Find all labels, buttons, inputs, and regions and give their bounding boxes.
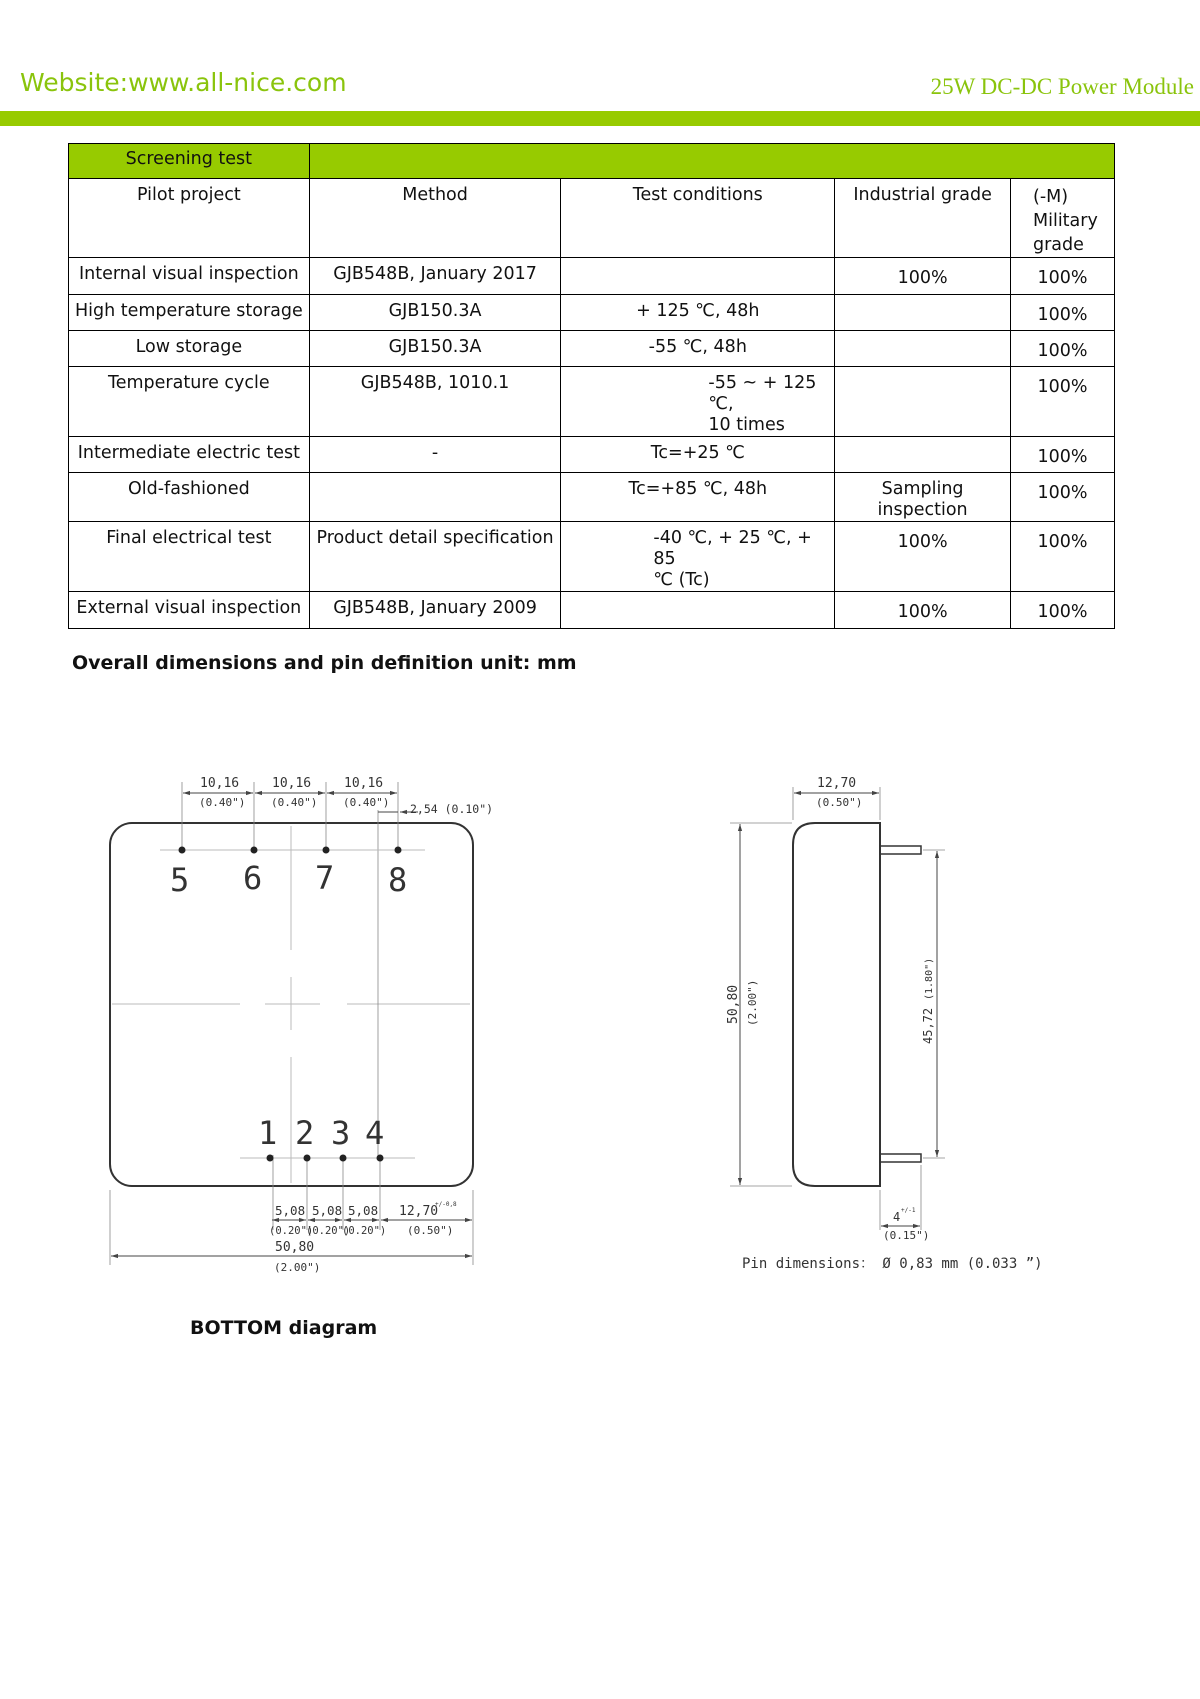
table-cell-military: 100%	[1011, 295, 1115, 331]
dim-label: (0.20")	[306, 1225, 351, 1237]
table-cell-method: -	[309, 437, 561, 473]
table-cell-method: GJB548B, 1010.1	[309, 367, 561, 437]
table-cell-military: 100%	[1011, 437, 1115, 473]
pin-side	[880, 1154, 921, 1162]
table-cell-conditions	[561, 258, 835, 295]
pin-label: 1	[258, 1114, 278, 1152]
table-cell-industrial	[835, 295, 1011, 331]
table-cell-project: Intermediate electric test	[69, 437, 310, 473]
table-cell-method: Product detail specification	[309, 522, 561, 592]
module-side-outline	[793, 823, 880, 1186]
dim-label: (0.50")	[816, 796, 863, 809]
bottom-diagram-caption: BOTTOM diagram	[190, 1317, 378, 1339]
column-header: Method	[309, 179, 561, 258]
dim-tolerance: +/-1	[901, 1207, 916, 1214]
table-cell-military: 100%	[1011, 522, 1115, 592]
table-cell-project: Final electrical test	[69, 522, 310, 592]
pin-label: 2	[295, 1114, 315, 1152]
table-title-row	[69, 144, 1115, 179]
dim-label: 10,16	[272, 776, 312, 791]
pin-label: 8	[388, 861, 408, 899]
column-header: (-M) Military grade	[1011, 179, 1115, 258]
table-cell-military: 100%	[1011, 473, 1115, 522]
table-row	[69, 473, 1115, 522]
pin-label: 6	[243, 859, 263, 897]
dim-label: 5,08	[275, 1203, 306, 1218]
table-cell-project: Internal visual inspection	[69, 258, 310, 295]
table-cell-military: 100%	[1011, 367, 1115, 437]
table-cell-industrial: 100%	[835, 592, 1011, 629]
table-cell-military: 100%	[1011, 258, 1115, 295]
table-cell-industrial	[835, 437, 1011, 473]
table-cell-project: Old-fashioned	[69, 473, 310, 522]
table-cell-method: GJB150.3A	[309, 295, 561, 331]
table-row	[69, 258, 1115, 295]
dim-label: (1.80")	[924, 957, 935, 1000]
table-cell-conditions: -55 ℃, 48h	[561, 331, 835, 367]
table-cell-military: 100%	[1011, 592, 1115, 629]
table-title-filler	[309, 144, 1114, 179]
dim-label: 4	[893, 1210, 901, 1224]
table-title: Screening test	[69, 144, 310, 179]
table-row	[69, 592, 1115, 629]
dim-label: (0.40")	[271, 796, 318, 809]
column-header: Test conditions	[561, 179, 835, 258]
bottom-view	[110, 776, 493, 1274]
table-cell-industrial: 100%	[835, 258, 1011, 295]
screening-table	[68, 143, 1115, 629]
dim-label: (0.15")	[883, 1229, 930, 1242]
dim-label: (0.50")	[407, 1224, 454, 1237]
dim-label: 50,80	[726, 984, 741, 1024]
column-header: Pilot project	[69, 179, 310, 258]
dim-label: 5,08	[312, 1203, 343, 1218]
table-row	[69, 367, 1115, 437]
dim-label: (0.20")	[269, 1225, 314, 1237]
table-cell-project: Low storage	[69, 331, 310, 367]
table-cell-industrial: Sampling inspection	[835, 473, 1011, 522]
dim-label: 5,08	[348, 1203, 379, 1218]
table-cell-industrial	[835, 331, 1011, 367]
pin-label: 3	[331, 1114, 351, 1152]
pin-label: 5	[170, 861, 190, 899]
dim-label: 45,72	[921, 1007, 935, 1044]
table-body	[69, 258, 1115, 629]
table-cell-method: GJB150.3A	[309, 331, 561, 367]
dim-label: (0.20")	[342, 1225, 387, 1237]
dimension-drawing	[0, 760, 1200, 1320]
table-cell-project: External visual inspection	[69, 592, 310, 629]
dim-label: (0.40")	[199, 796, 246, 809]
table-cell-project: Temperature cycle	[69, 367, 310, 437]
section-title: Overall dimensions and pin definition unit: mm	[72, 652, 577, 674]
table-cell-industrial	[835, 367, 1011, 437]
dim-label: (2.00")	[274, 1261, 321, 1274]
dim-label: 10,16	[344, 776, 384, 791]
table-cell-conditions: -55 ~ + 125 ℃, 10 times	[561, 367, 835, 437]
table-cell-conditions: -40 ℃, + 25 ℃, + 85 ℃ (Tc)	[561, 522, 835, 592]
dim-label: (0.40")	[343, 796, 390, 809]
column-header: Industrial grade	[835, 179, 1011, 258]
table-row	[69, 522, 1115, 592]
table-cell-method: GJB548B, January 2009	[309, 592, 561, 629]
dim-tolerance: +/-0,8	[435, 1201, 457, 1208]
dim-label: 12,70	[817, 776, 857, 791]
dim-label: 12,70	[399, 1204, 439, 1219]
table-row	[69, 295, 1115, 331]
table-row	[69, 437, 1115, 473]
document-title: 25W DC-DC Power Module	[930, 74, 1194, 99]
table-cell-conditions	[561, 592, 835, 629]
pin-label: 7	[315, 859, 335, 897]
dim-label: 10,16	[200, 776, 240, 791]
table-header-row	[69, 179, 1115, 258]
table-cell-conditions: + 125 ℃, 48h	[561, 295, 835, 331]
table-cell-method	[309, 473, 561, 522]
table-cell-project: High temperature storage	[69, 295, 310, 331]
dim-label: (2.00")	[746, 979, 759, 1026]
table-cell-conditions: Tc=+25 ℃	[561, 437, 835, 473]
pin-note: Pin dimensions： Ø 0,83 mm (0.033 ”)	[742, 1256, 1043, 1272]
table-row	[69, 331, 1115, 367]
side-view	[726, 776, 1043, 1272]
dim-label: 50,80	[275, 1240, 315, 1255]
pin-label: 4	[365, 1114, 385, 1152]
website-url: Website:www.all-nice.com	[20, 68, 347, 97]
dim-label: 2,54 (0.10")	[410, 802, 494, 816]
header-bar	[0, 111, 1200, 126]
table-cell-method: GJB548B, January 2017	[309, 258, 561, 295]
pin-side	[880, 846, 921, 854]
table-cell-military: 100%	[1011, 331, 1115, 367]
table-cell-industrial: 100%	[835, 522, 1011, 592]
table-cell-conditions: Tc=+85 ℃, 48h	[561, 473, 835, 522]
